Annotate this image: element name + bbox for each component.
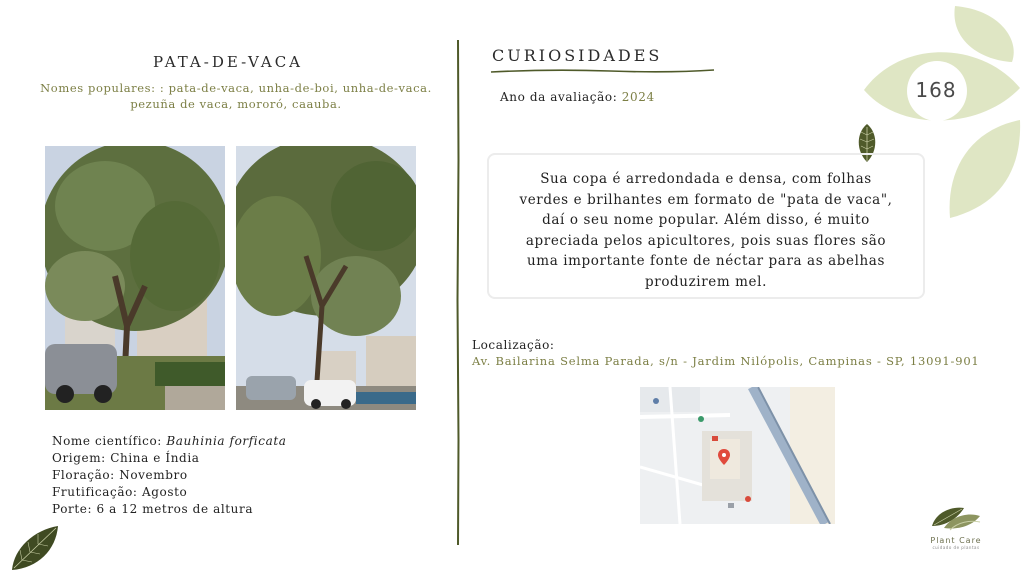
tree-photo-1 — [45, 146, 225, 410]
evaluation-year: Ano da avaliação: 2024 — [500, 90, 655, 104]
size: Porte: 6 a 12 metros de altura — [52, 502, 254, 516]
fruiting: Frutificação: Agosto — [52, 485, 188, 499]
origin: Origem: China e Índia — [52, 451, 200, 465]
curiosities-title: CURIOSIDADES — [492, 46, 663, 65]
corner-leaf-icon — [8, 524, 62, 572]
description-text: Sua copa é arredondada e densa, com folhas verdes e brilhantes em formato de "pata de vaca", daí o seu nome popular. Além disso, é muito apreciada pelos apicultores, pois suas flores são uma importante fonte de néctar para as abelhas produzirem mel. — [519, 171, 893, 290]
location-map[interactable] — [640, 387, 835, 524]
column-divider — [456, 40, 460, 545]
flowering: Floração: Novembro — [52, 468, 188, 482]
tree-photo-2 — [236, 146, 416, 410]
scientific-name: Nome científico: Bauhinia forficata — [52, 434, 287, 448]
location-label: Localização: — [472, 338, 555, 352]
description-card — [487, 153, 925, 299]
brand-tagline: cuidado de plantas — [932, 545, 980, 550]
plant-care-logo — [930, 504, 982, 532]
plant-title: PATA-DE-VACA — [153, 53, 304, 71]
page-number: 168 — [915, 78, 957, 102]
popular-names: Nomes populares: : pata-de-vaca, unha-de-boi, unha-de-vaca. pezuña de vaca, mororó, caauba. — [40, 81, 432, 111]
plant-facts — [52, 433, 287, 518]
brand-name: Plant Care — [930, 536, 982, 545]
location-address: Av. Bailarina Selma Parada, s/n - Jardim Nilópolis, Campinas - SP, 13091-901 — [472, 354, 980, 368]
title-underline — [490, 68, 715, 74]
